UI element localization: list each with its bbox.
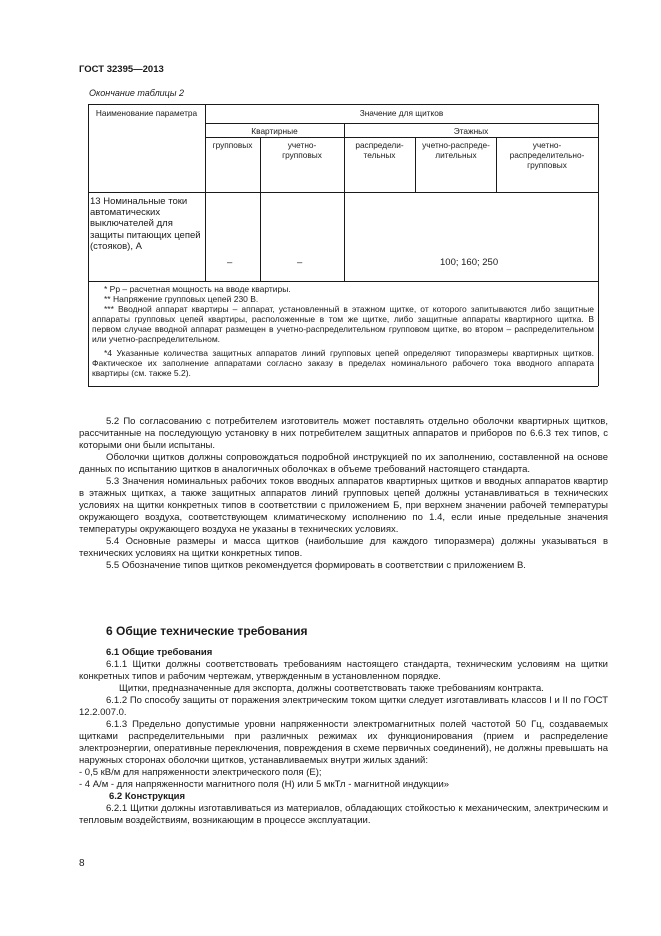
table-rule (205, 123, 598, 124)
table-rule (88, 281, 598, 282)
section-5-text (79, 416, 608, 572)
row13-value-floor: 100; 160; 250 (440, 257, 499, 268)
subsection-title: 6.1 Общие требования (106, 647, 213, 658)
paragraph: 6.1.3 Предельно допустимые уровни напряженности электромагнитных полей частотой 50 Гц, создаваемых щитками распределительными при различных режимах их функционирования (прием и распределение электроэнергии, оперативные переключения, повреждения в схеме первичных соединений), не должны превышать на наружных сторонах оболочки щитков, устанавливаемых внутри жилых зданий: (79, 719, 608, 766)
row13-value-meter-group: – (297, 257, 303, 268)
list-item: - 0,5 кВ/м для напряженности электрического поля (Е); (79, 767, 322, 778)
table-rule (415, 137, 416, 192)
table-2-end (88, 104, 598, 386)
table-border (88, 104, 598, 105)
document-header: ГОСТ 32395—2013 (79, 64, 164, 75)
table-border (88, 104, 89, 386)
paragraph: 5.4 Основные размеры и масса щитков (наибольшие для каждого типоразмера) должны указываться в технических условиях на щитки конкретных типов. (79, 536, 608, 559)
table-rule (88, 192, 598, 193)
col-distrib-header: распредели-тельных (355, 140, 404, 160)
table-rule (260, 137, 261, 281)
paragraph: 6.1.1 Щитки должны соответствовать требованиям настоящего стандарта, техническим условиям на щитки конкретных типов и рабочим чертежам, утвержденным в установленном порядке. (79, 659, 608, 682)
apartment-group-header: Квартирные (251, 126, 298, 136)
col-meter-distrib-header: учетно-распреде-лительных (422, 140, 490, 160)
table-border (88, 386, 598, 387)
table-rule (205, 137, 598, 138)
table-notes (92, 284, 594, 378)
section-6-text (79, 647, 608, 827)
col-group-header: групповых (212, 140, 253, 150)
table-caption: Окончание таблицы 2 (89, 88, 184, 98)
paragraph: 6.1.2 По способу защиты от поражения электрическим током щитки следует изготавливать классов I и II по ГОСТ 12.2.007.0. (79, 695, 608, 718)
col-meter-group-header: учетно-групповых (282, 140, 322, 160)
paragraph: 6.2.1 Щитки должны изготавливаться из материалов, обладающих стойкостью к механическим, электрическим и тепловым воздействиям, возникающим в процессе эксплуатации. (79, 803, 608, 826)
floor-group-header: Этажных (453, 126, 489, 136)
list-item: - 4 А/м - для напряженности магнитного поля (Н) или 5 мкТл - магнитной индукции» (79, 779, 450, 790)
row13-label: 13 Номинальные токи автоматических выключателей для защиты питающих цепей (стояков), А (90, 196, 201, 252)
table-rule (496, 137, 497, 192)
paragraph: 5.3 Значения номинальных рабочих токов вводных аппаратов квартирных щитков и вводных аппаратов квартир в этажных щитках, а также защитных аппаратов линий групповых цепей должны устанавливаться в технических условиях на щитки конкретных типов в соответствии с приложением Б, при верхнем значении рабочей температуры окружающего воздуха, соответствующем климатическому исполнению по 1.4, если иные предельные значения температуры окружающего воздуха не указаны в технических условиях. (79, 476, 608, 535)
table-note: *4 Указанные количества защитных аппаратов линий групповых цепей определяют типоразмеры квартирных щитков. Фактическое их заполнение аппаратами согласно заказу в пределах номинального рабочего тока вводного аппарата квартиры (см. также 5.2). (92, 347, 594, 378)
table-border (598, 104, 599, 386)
section-6-title: 6 Общие технические требования (106, 624, 308, 638)
row13-value-group: – (227, 257, 233, 268)
paragraph: 5.2 По согласованию с потребителем изготовитель может поставлять отдельно оболочки квартирных щитков, рассчитанные на последующую установку в них потребителем защитных аппаратов и приборов по 6.6.3 тех типов, с которыми они были испытаны. (79, 416, 608, 451)
param-header: Наименование параметра (95, 108, 198, 118)
col-meter-distrib-group-header: учетно-распределительно-групповых (509, 140, 585, 170)
table-note: ** Напряжение групповых цепей 230 В. (104, 294, 259, 305)
paragraph: 5.5 Обозначение типов щитков рекомендуется формировать в соответствии с приложением В. (106, 560, 526, 571)
subsection-title: 6.2 Конструкция (109, 791, 186, 802)
value-header: Значение для щитков (359, 108, 444, 118)
paragraph: Оболочки щитков должны сопровождаться подробной инструкцией по их заполнению, составленной на основе данных по испытанию щитков в аналогичных оболочках в объеме требований настоящего стандарта. (79, 452, 608, 475)
table-rule (344, 123, 345, 281)
table-note: *** Вводной аппарат квартиры – аппарат, установленный в этажном щитке, от которого запитываются либо защитные аппараты групповых цепей квартиры, расположенные в том же щитке, либо защитные аппараты квартирного щитка. В первом случае вводной аппарат размещен в учетно-распределительном групповом щитке, во втором – распределительном или учетно-распределительном. (92, 304, 594, 345)
paragraph: Щитки, предназначенные для экспорта, должны соответствовать также требованиям контракта. (119, 683, 544, 694)
table-note: * Pp – расчетная мощность на вводе квартиры. (104, 284, 291, 294)
page-number: 8 (79, 858, 85, 869)
